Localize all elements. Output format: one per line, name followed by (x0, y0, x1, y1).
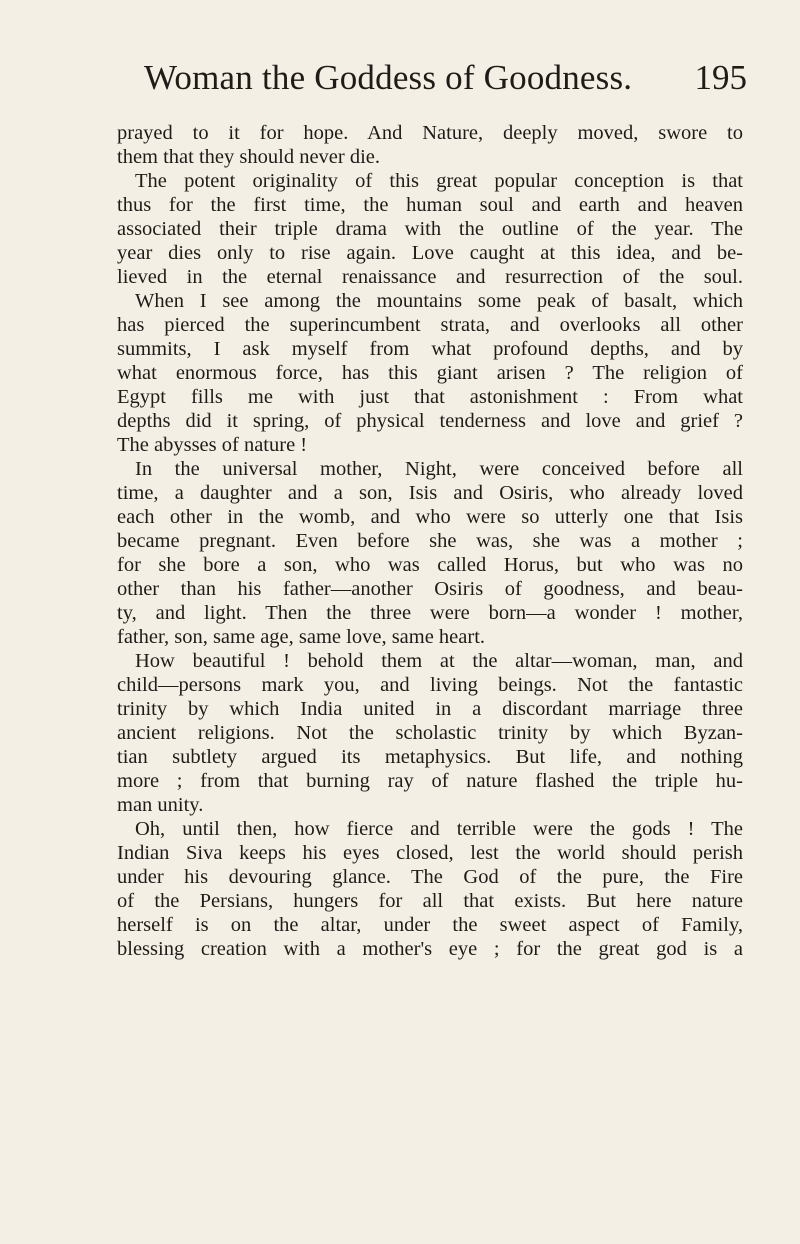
text-line: each other in the womb, and who were so utterly one that Isis (117, 506, 743, 528)
text-line: tian subtlety argued its metaphysics. But life, and nothing (117, 746, 743, 768)
text-line: Oh, until then, how fierce and terrible were the gods ! The (135, 818, 743, 840)
text-line: In the universal mother, Night, were conceived before all (135, 458, 743, 480)
text-line: associated their triple drama with the outline of the year. The (117, 218, 743, 240)
text-line: them that they should never die. (117, 146, 381, 168)
text-line: under his devouring glance. The God of the pure, the Fire (117, 866, 743, 888)
text-line: what enormous force, has this giant arisen ? The religion of (117, 362, 743, 384)
text-line: ancient religions. Not the scholastic trinity by which Byzan- (117, 722, 743, 744)
text-line: ty, and light. Then the three were born—a wonder ! mother, (117, 602, 743, 624)
body-text (117, 121, 743, 961)
text-line: depths did it spring, of physical tenderness and love and grief ? (117, 410, 743, 432)
text-line: When I see among the mountains some peak of basalt, which (135, 290, 743, 312)
page-header (112, 58, 747, 108)
text-line: The abysses of nature ! (117, 434, 308, 456)
text-line: for she bore a son, who was called Horus, but who was no (117, 554, 743, 576)
text-line: thus for the first time, the human soul and earth and heaven (117, 194, 743, 216)
text-line: herself is on the altar, under the sweet aspect of Family, (117, 914, 743, 936)
text-line: of the Persians, hungers for all that exists. But here nature (117, 890, 743, 912)
text-line: time, a daughter and a son, Isis and Osiris, who already loved (117, 482, 743, 504)
text-line: blessing creation with a mother's eye ; for the great god is a (117, 938, 743, 960)
text-line: became pregnant. Even before she was, she was a mother ; (117, 530, 743, 552)
text-line: has pierced the superincumbent strata, and overlooks all other (117, 314, 743, 336)
text-line: How beautiful ! behold them at the altar—woman, man, and (135, 650, 743, 672)
text-line: trinity by which India united in a discordant marriage three (117, 698, 743, 720)
page-number: 195 (694, 58, 747, 97)
text-line: Egypt fills me with just that astonishment : From what (117, 386, 743, 408)
text-line: more ; from that burning ray of nature flashed the triple hu- (117, 770, 743, 792)
text-line: Indian Siva keeps his eyes closed, lest the world should perish (117, 842, 743, 864)
text-line: lieved in the eternal renaissance and resurrection of the soul. (117, 266, 743, 288)
text-line: father, son, same age, same love, same heart. (117, 626, 486, 648)
text-line: year dies only to rise again. Love caught at this idea, and be- (117, 242, 743, 264)
text-line: prayed to it for hope. And Nature, deeply moved, swore to (117, 122, 743, 144)
text-line: The potent originality of this great popular conception is that (135, 170, 743, 192)
text-line: child—persons mark you, and living beings. Not the fantastic (117, 674, 743, 696)
text-line: other than his father—another Osiris of goodness, and beau- (117, 578, 743, 600)
running-head: Woman the Goddess of Goodness. (144, 58, 633, 97)
text-line: man unity. (117, 794, 204, 816)
text-line: summits, I ask myself from what profound depths, and by (117, 338, 743, 360)
